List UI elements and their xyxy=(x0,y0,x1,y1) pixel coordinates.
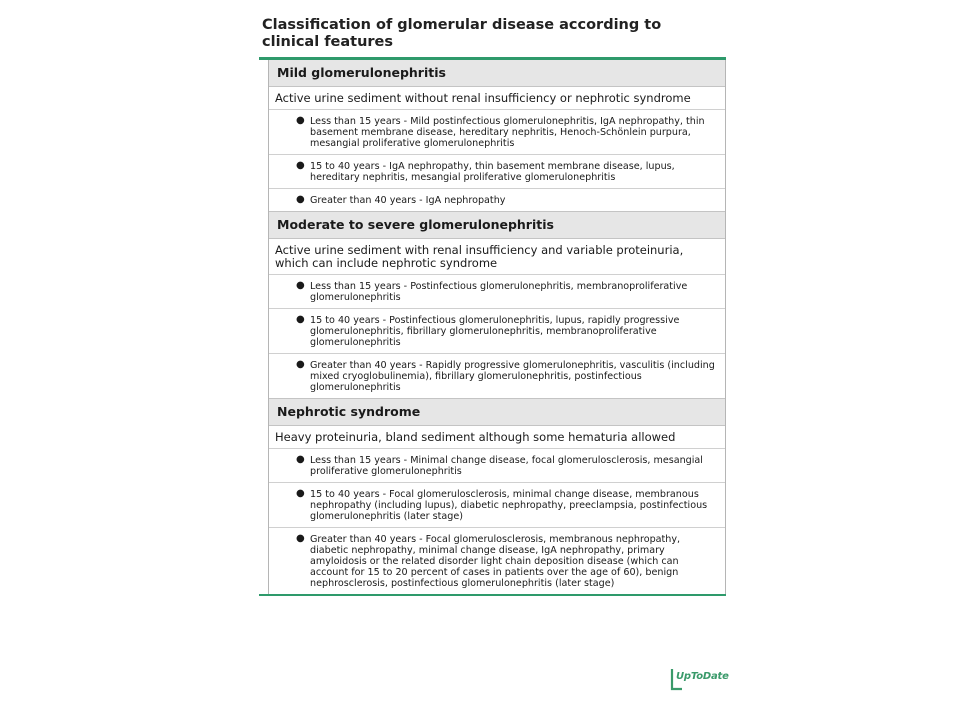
list-item-text: Less than 15 years - Mild postinfectious glomerulonephritis, IgA nephropathy, thin basement membrane disease, hereditary nephritis, Henoch-Schönlein purpura, mesangial proliferative glomerulonephritis xyxy=(310,116,705,149)
section-description: Active urine sediment with renal insufficiency and variable proteinuria, which can include nephrotic syndrome xyxy=(269,239,725,275)
section-description: Heavy proteinuria, bland sediment although some hematuria allowed xyxy=(269,426,725,449)
bullet-icon: ● xyxy=(296,194,305,205)
list-item xyxy=(269,155,725,189)
bullet-icon: ● xyxy=(296,280,305,291)
classification-table xyxy=(259,57,726,596)
bullet-icon: ● xyxy=(296,314,305,325)
logo-text: UpToDate xyxy=(676,671,729,682)
list-item-text: Greater than 40 years - Focal glomerulosclerosis, membranous nephropathy, diabetic nephropathy, minimal change disease, IgA nephropathy, primary amyloidosis or the related disorder light chain deposition disease (which can account for 15 to 20 percent of cases in patients over the age of 60), benign nephrosclerosis, postinfectious glomerulonephritis (later stage) xyxy=(310,534,681,589)
list-item xyxy=(269,309,725,354)
bullet-icon: ● xyxy=(296,454,305,465)
section-heading: Nephrotic syndrome xyxy=(269,399,725,426)
bullet-icon: ● xyxy=(296,115,305,126)
list-item xyxy=(269,275,725,309)
bullet-icon: ● xyxy=(296,488,305,499)
list-item xyxy=(269,354,725,399)
list-item xyxy=(269,528,725,594)
list-item xyxy=(269,110,725,155)
section-heading: Moderate to severe glomerulonephritis xyxy=(269,212,725,239)
table-body xyxy=(268,60,726,594)
section-nephrotic xyxy=(269,399,725,594)
section-description: Active urine sediment without renal insufficiency or nephrotic syndrome xyxy=(269,87,725,110)
section-moderate-severe xyxy=(269,212,725,399)
section-heading: Mild glomerulonephritis xyxy=(269,60,725,87)
list-item-text: Less than 15 years - Minimal change disease, focal glomerulosclerosis, mesangial proliferative glomerulonephritis xyxy=(310,455,703,477)
list-item-text: Greater than 40 years - IgA nephropathy xyxy=(310,195,506,206)
section-mild xyxy=(269,60,725,212)
list-item-text: 15 to 40 years - Postinfectious glomerulonephritis, lupus, rapidly progressive glomerulonephritis, fibrillary glomerulonephritis, membranoproliferative glomerulonephritis xyxy=(310,315,680,348)
list-item xyxy=(269,483,725,528)
list-item xyxy=(269,189,725,212)
bullet-icon: ● xyxy=(296,160,305,171)
list-item-text: 15 to 40 years - IgA nephropathy, thin basement membrane disease, lupus, hereditary nephritis, mesangial proliferative glomerulonephritis xyxy=(310,161,675,183)
bullet-icon: ● xyxy=(296,533,305,544)
list-item-text: Greater than 40 years - Rapidly progressive glomerulonephritis, vasculitis (including mixed cryoglobulinemia), fibrillary glomerulonephritis, postinfectious glomerulonephritis xyxy=(310,360,715,393)
bullet-icon: ● xyxy=(296,359,305,370)
list-item-text: Less than 15 years - Postinfectious glomerulonephritis, membranoproliferative glomerulonephritis xyxy=(310,281,688,303)
document-title: Classification of glomerular disease according to clinical features xyxy=(262,17,662,50)
list-item xyxy=(269,449,725,483)
list-item-text: 15 to 40 years - Focal glomerulosclerosis, minimal change disease, membranous nephropathy (including lupus), diabetic nephropathy, preeclampsia, postinfectious glomerulonephritis (later stage) xyxy=(310,489,708,522)
